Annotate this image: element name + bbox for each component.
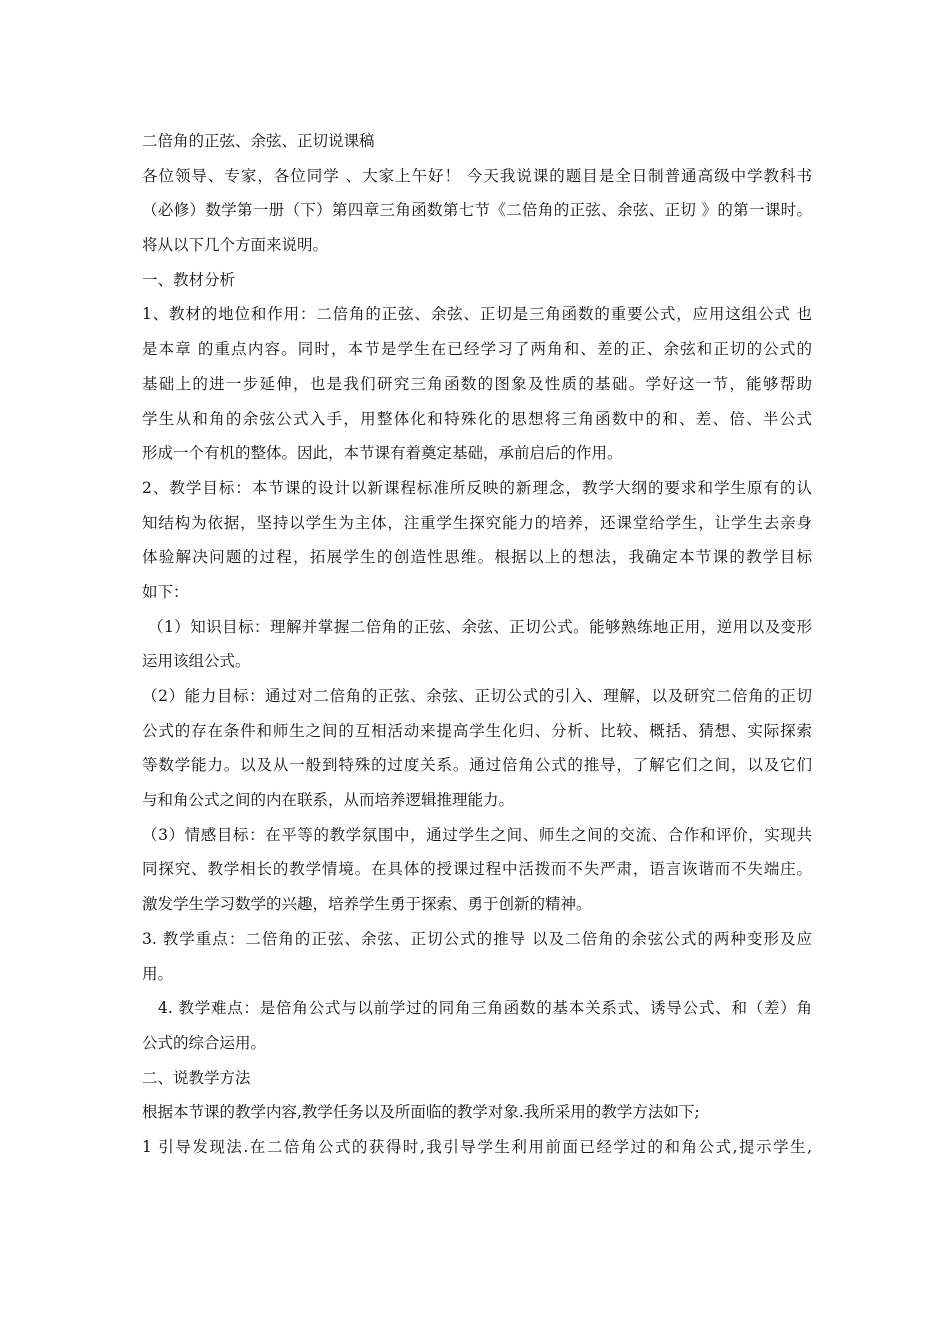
text-line: （1）知识目标：理解并掌握二倍角的正弦、余弦、正切公式。能够熟练地正用，逆用以及变形 — [148, 617, 812, 636]
text-line: 是本章 的重点内容。同时，本节是学生在已经学习了两角和、差的正、余弦和正切的公式的 — [142, 340, 812, 359]
text-line: 体验解决问题的过程，拓展学生的创造性思维。根据以上的想法，我确定本节课的教学目标 — [142, 548, 812, 567]
document-body — [142, 124, 812, 1165]
text-line: 知结构为依据，坚持以学生为主体，注重学生探究能力的培养，还课堂给学生，让学生去亲身 — [142, 513, 812, 532]
text-line: 激发学生学习数学的兴趣，培养学生勇于探索、勇于创新的精神。 — [142, 895, 592, 914]
text-line: 公式的综合运用。 — [142, 1033, 267, 1052]
text-line: 公式的存在条件和师生之间的互相活动来提高学生化归、分析、比较、概括、猜想、实际探索 — [142, 721, 812, 740]
text-line: （3）情感目标：在平等的教学氛围中，通过学生之间、师生之间的交流、合作和评价，实现共 — [142, 825, 812, 844]
text-line: 运用该组公式。 — [142, 652, 251, 671]
section-heading: 二、说教学方法 — [142, 1068, 251, 1087]
text-line: 学生从和角的余弦公式入手，用整体化和特殊化的思想将三角函数中的和、差、倍、半公式 — [142, 409, 812, 428]
section-heading: 一、教材分析 — [142, 270, 236, 289]
text-line: 基础上的进一步延伸，也是我们研究三角函数的图象及性质的基础。学好这一节，能够帮助 — [142, 374, 812, 393]
text-line: 如下： — [142, 582, 189, 601]
text-line: （2）能力目标：通过对二倍角的正弦、余弦、正切公式的引入、理解，以及研究二倍角的正切 — [142, 687, 812, 705]
document-title: 二倍角的正弦、余弦、正切说课稿 — [142, 132, 375, 150]
text-line: 用。 — [142, 964, 174, 983]
text-line: 1 引导发现法.在二倍角公式的获得时,我引导学生利用前面已经学过的和角公式,提示学生, — [142, 1137, 812, 1156]
text-line: 各位领导、专家，各位同学 、大家上午好！ 今天我说课的题目是全日制普通高级中学教科书 — [142, 166, 812, 185]
text-line: （必修）数学第一册（下）第四章三角函数第七节《二倍角的正弦、余弦、正切 》的第一课时。 — [142, 201, 812, 220]
text-line: 等数学能力。以及从一般到特殊的过度关系。通过倍角公式的推导，了解它们之间，以及它们 — [142, 756, 812, 775]
text-line: 与和角公式之间的内在联系，从而培养逻辑推理能力。 — [142, 791, 515, 810]
text-line: 1、教材的地位和作用：二倍角的正弦、余弦、正切是三角函数的重要公式，应用这组公式 也 — [142, 305, 812, 324]
text-line: 同探究、教学相长的教学情境。在具体的授课过程中活拨而不失严肃，语言诙谐而不失端庄。 — [142, 860, 812, 879]
text-line: 根据本节课的教学内容,教学任务以及所面临的教学对象.我所采用的教学方法如下; — [142, 1103, 700, 1122]
text-line: 2、教学目标：本节课的设计以新课程标准所反映的新理念，教学大纲的要求和学生原有的认 — [142, 478, 812, 497]
text-line: 4. 教学难点：是倍角公式与以前学过的同角三角函数的基本关系式、诱导公式、和（差）角 — [158, 999, 812, 1018]
text-line: 形成一个有机的整体。因此，本节课有着奠定基础，承前启后的作用。 — [142, 444, 623, 463]
text-line: 3. 教学重点：二倍角的正弦、余弦、正切公式的推导 以及二倍角的余弦公式的两种变形及应 — [142, 929, 812, 948]
text-line: 将从以下几个方面来说明。 — [142, 236, 329, 255]
